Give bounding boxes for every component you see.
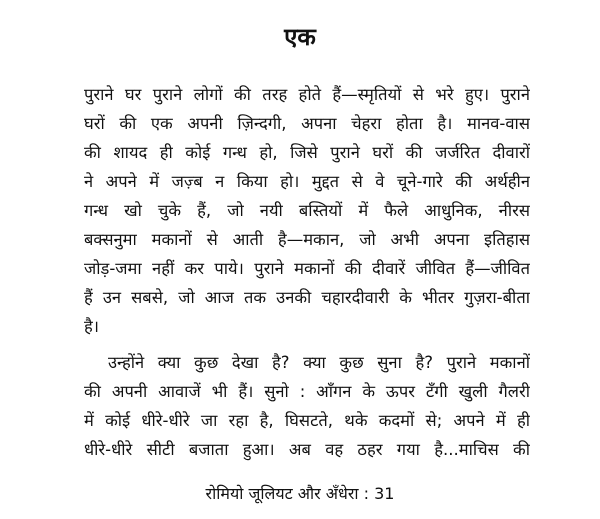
chapter-title: एक — [284, 23, 316, 51]
text-line: की अपनी आवाजें भी हैं। सुनो : आँगन के ऊपर टँगी खुली गैलरी — [84, 382, 530, 401]
text-line: गन्ध खो चुके हैं, जो नयी बस्तियों में फैले आधुनिक, नीरस — [84, 201, 530, 220]
text-line: धीरे-धीरे सीटी बजाता हुआ। अब वह ठहर गया है...माचिस की — [84, 440, 530, 459]
text-line: हैं उन सबसे, जो आज तक उनकी चहारदीवारी के भीतर गुज़रा-बीता — [84, 288, 530, 307]
text-line: ने अपने में जज़्ब न किया हो। मुद्दत से वे चूने-गारे की अर्थहीन — [84, 172, 530, 191]
page-footer: रोमियो जूलियट और अँधेरा : 31 — [205, 484, 395, 503]
text-line: घरों की एक अपनी ज़िन्दगी, अपना चेहरा होता है। मानव-वास — [84, 114, 530, 133]
text-line: पुराने घर पुराने लोगों की तरह होते हैं—स्मृतियों से भरे हुए। पुराने — [84, 85, 530, 104]
text-line: है। — [84, 317, 100, 336]
paragraph-2 — [84, 348, 530, 464]
paragraph-1 — [84, 80, 530, 341]
text-line: बक्सनुमा मकानों से आती है—मकान, जो अभी अपना इतिहास — [84, 230, 530, 249]
text-line: में कोई धीरे-धीरे जा रहा है, घिसटते, थके कदमों से; अपने में ही — [84, 411, 530, 430]
text-line: उन्होंने क्या कुछ देखा है? क्या कुछ सुना है? पुराने मकानों — [108, 353, 530, 372]
text-line: जोड़-जमा नहीं कर पाये। पुराने मकानों की दीवारें जीवित हैं—जीवित — [84, 259, 530, 278]
text-line: की शायद ही कोई गन्ध हो, जिसे पुराने घरों की जर्जरित दीवारों — [84, 143, 530, 162]
